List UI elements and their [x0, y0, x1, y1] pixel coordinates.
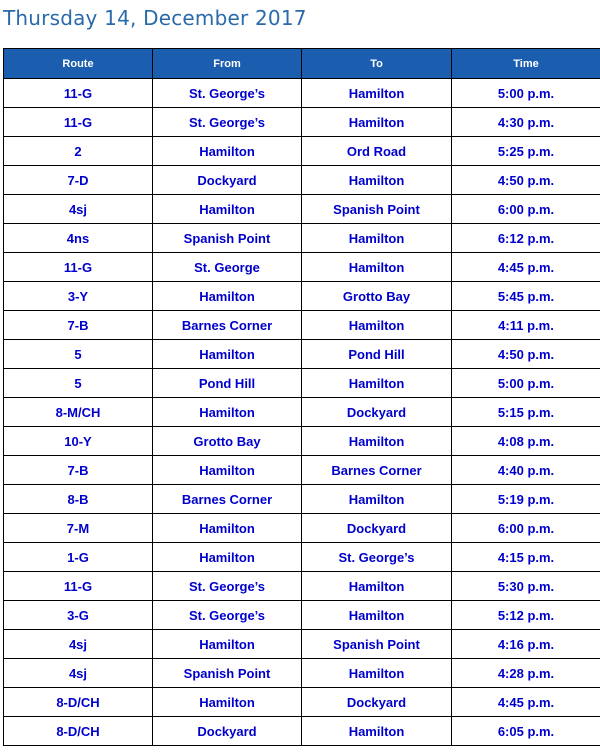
column-header-time: Time: [452, 49, 600, 79]
time-cell: 4:50 p.m.: [452, 166, 600, 195]
table-row: [4, 659, 600, 688]
time-cell: 5:15 p.m.: [452, 398, 600, 427]
table-row: [4, 166, 600, 195]
to-cell: Grotto Bay: [302, 282, 452, 311]
route-cell: 11-G: [4, 253, 153, 282]
column-header-to: To: [302, 49, 452, 79]
from-cell: St. George’s: [153, 572, 302, 601]
to-cell: Hamilton: [302, 369, 452, 398]
to-cell: Hamilton: [302, 311, 452, 340]
time-cell: 4:30 p.m.: [452, 108, 600, 137]
table-row: [4, 79, 600, 108]
table-header: [4, 49, 600, 79]
route-cell: 7-B: [4, 311, 153, 340]
bus-schedule-table: [3, 48, 600, 746]
time-cell: 4:28 p.m.: [452, 659, 600, 688]
from-cell: St. George’s: [153, 108, 302, 137]
to-cell: Hamilton: [302, 659, 452, 688]
column-header-from: From: [153, 49, 302, 79]
time-cell: 6:12 p.m.: [452, 224, 600, 253]
to-cell: Hamilton: [302, 79, 452, 108]
table-row: [4, 137, 600, 166]
column-header-route: Route: [4, 49, 153, 79]
page-title: Thursday 14, December 2017: [3, 6, 307, 30]
from-cell: St. George: [153, 253, 302, 282]
table-row: [4, 572, 600, 601]
to-cell: Dockyard: [302, 688, 452, 717]
route-cell: 11-G: [4, 79, 153, 108]
from-cell: Hamilton: [153, 543, 302, 572]
from-cell: Barnes Corner: [153, 311, 302, 340]
route-cell: 8-M/CH: [4, 398, 153, 427]
table-row: [4, 224, 600, 253]
route-cell: 11-G: [4, 108, 153, 137]
from-cell: St. George’s: [153, 601, 302, 630]
from-cell: Hamilton: [153, 195, 302, 224]
time-cell: 4:08 p.m.: [452, 427, 600, 456]
table-row: [4, 543, 600, 572]
time-cell: 4:45 p.m.: [452, 688, 600, 717]
table-row: [4, 427, 600, 456]
time-cell: 5:30 p.m.: [452, 572, 600, 601]
table-row: [4, 108, 600, 137]
route-cell: 11-G: [4, 572, 153, 601]
route-cell: 7-B: [4, 456, 153, 485]
route-cell: 8-B: [4, 485, 153, 514]
to-cell: Hamilton: [302, 601, 452, 630]
time-cell: 5:00 p.m.: [452, 79, 600, 108]
route-cell: 5: [4, 340, 153, 369]
time-cell: 5:00 p.m.: [452, 369, 600, 398]
time-cell: 5:45 p.m.: [452, 282, 600, 311]
route-cell: 2: [4, 137, 153, 166]
to-cell: Hamilton: [302, 166, 452, 195]
to-cell: Dockyard: [302, 398, 452, 427]
route-cell: 7-D: [4, 166, 153, 195]
from-cell: Barnes Corner: [153, 485, 302, 514]
table-row: [4, 398, 600, 427]
to-cell: Spanish Point: [302, 195, 452, 224]
table-row: [4, 601, 600, 630]
from-cell: Grotto Bay: [153, 427, 302, 456]
from-cell: Hamilton: [153, 398, 302, 427]
time-cell: 4:45 p.m.: [452, 253, 600, 282]
from-cell: Dockyard: [153, 166, 302, 195]
table-row: [4, 485, 600, 514]
to-cell: Hamilton: [302, 717, 452, 746]
to-cell: Hamilton: [302, 224, 452, 253]
to-cell: Pond Hill: [302, 340, 452, 369]
route-cell: 4sj: [4, 195, 153, 224]
to-cell: Hamilton: [302, 572, 452, 601]
time-cell: 5:19 p.m.: [452, 485, 600, 514]
from-cell: Hamilton: [153, 514, 302, 543]
from-cell: Dockyard: [153, 717, 302, 746]
table-body: [4, 79, 600, 746]
time-cell: 6:00 p.m.: [452, 195, 600, 224]
from-cell: Spanish Point: [153, 224, 302, 253]
to-cell: Spanish Point: [302, 630, 452, 659]
table-row: [4, 253, 600, 282]
table-row: [4, 340, 600, 369]
route-cell: 10-Y: [4, 427, 153, 456]
time-cell: 4:15 p.m.: [452, 543, 600, 572]
time-cell: 6:00 p.m.: [452, 514, 600, 543]
route-cell: 4sj: [4, 659, 153, 688]
to-cell: Barnes Corner: [302, 456, 452, 485]
table-row: [4, 630, 600, 659]
route-cell: 3-G: [4, 601, 153, 630]
route-cell: 5: [4, 369, 153, 398]
table-row: [4, 688, 600, 717]
time-cell: 5:12 p.m.: [452, 601, 600, 630]
time-cell: 4:40 p.m.: [452, 456, 600, 485]
from-cell: Pond Hill: [153, 369, 302, 398]
to-cell: Hamilton: [302, 427, 452, 456]
table-row: [4, 717, 600, 746]
table-row: [4, 456, 600, 485]
route-cell: 8-D/CH: [4, 688, 153, 717]
to-cell: Hamilton: [302, 108, 452, 137]
to-cell: Hamilton: [302, 253, 452, 282]
route-cell: 1-G: [4, 543, 153, 572]
table-row: [4, 311, 600, 340]
to-cell: Hamilton: [302, 485, 452, 514]
time-cell: 4:11 p.m.: [452, 311, 600, 340]
time-cell: 6:05 p.m.: [452, 717, 600, 746]
to-cell: Dockyard: [302, 514, 452, 543]
time-cell: 5:25 p.m.: [452, 137, 600, 166]
to-cell: St. George’s: [302, 543, 452, 572]
from-cell: Hamilton: [153, 282, 302, 311]
route-cell: 7-M: [4, 514, 153, 543]
table-row: [4, 195, 600, 224]
route-cell: 3-Y: [4, 282, 153, 311]
route-cell: 4ns: [4, 224, 153, 253]
from-cell: Hamilton: [153, 340, 302, 369]
table-row: [4, 514, 600, 543]
route-cell: 8-D/CH: [4, 717, 153, 746]
from-cell: Hamilton: [153, 630, 302, 659]
table-row: [4, 369, 600, 398]
table-row: [4, 282, 600, 311]
route-cell: 4sj: [4, 630, 153, 659]
from-cell: Hamilton: [153, 688, 302, 717]
time-cell: 4:16 p.m.: [452, 630, 600, 659]
from-cell: Hamilton: [153, 456, 302, 485]
from-cell: Hamilton: [153, 137, 302, 166]
header-row: [4, 49, 600, 79]
from-cell: St. George’s: [153, 79, 302, 108]
to-cell: Ord Road: [302, 137, 452, 166]
time-cell: 4:50 p.m.: [452, 340, 600, 369]
from-cell: Spanish Point: [153, 659, 302, 688]
